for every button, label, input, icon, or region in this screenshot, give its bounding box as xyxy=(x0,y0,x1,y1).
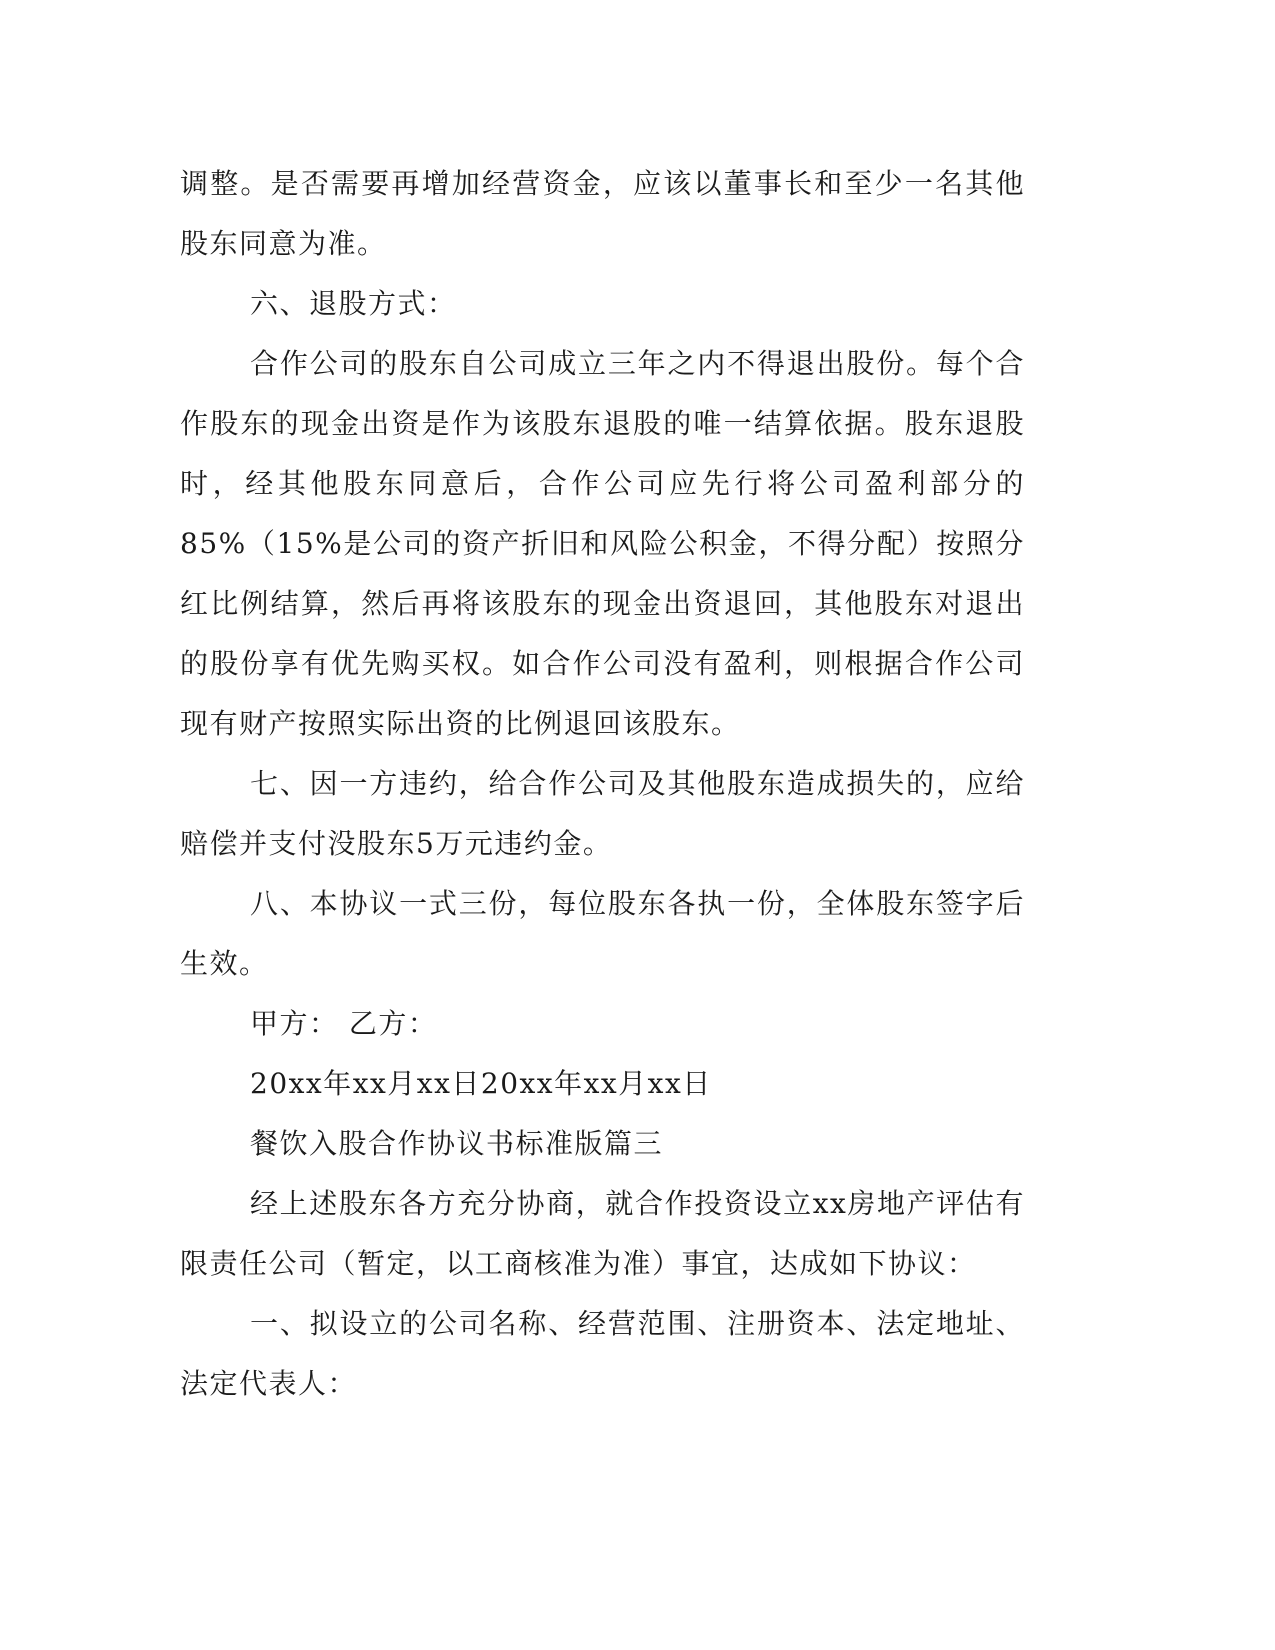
paragraph-withdrawal-terms: 合作公司的股东自公司成立三年之内不得退出股份。每个合作股东的现金出资是作为该股东退股的唯一结算依据。股东退股时，经其他股东同意后，合作公司应先行将公司盈利部分的85%（15%是公司的资产折旧和风险公积金，不得分配）按照分红比例结算，然后再将该股东的现金出资退回，其他股东对退出的股份享有优先购买权。如合作公司没有盈利，则根据合作公司现有财产按照实际出资的比例退回该股东。 xyxy=(180,347,1025,740)
section-heading-withdrawal: 六、退股方式： xyxy=(250,287,457,320)
signature-parties: 甲方： 乙方： xyxy=(250,1007,438,1040)
paragraph-agreement-intro: 经上述股东各方充分协商，就合作投资设立xx房地产评估有限责任公司（暂定，以工商核准为准）事宜，达成如下协议： xyxy=(180,1187,1025,1280)
paragraph-breach-clause: 七、因一方违约，给合作公司及其他股东造成损失的，应给赔偿并支付没股东5万元违约金。 xyxy=(180,767,1025,860)
paragraph-copies-clause: 八、本协议一式三份，每位股东各执一份，全体股东签字后生效。 xyxy=(180,887,1025,980)
document-body xyxy=(180,154,1025,1414)
paragraph-company-details: 一、拟设立的公司名称、经营范围、注册资本、法定地址、法定代表人： xyxy=(180,1307,1025,1400)
signature-dates: 20xx年xx月xx日20xx年xx月xx日 xyxy=(250,1067,712,1100)
paragraph-continuation: 调整。是否需要再增加经营资金，应该以董事长和至少一名其他股东同意为准。 xyxy=(180,167,1025,260)
section-title-part-three: 餐饮入股合作协议书标准版篇三 xyxy=(250,1127,664,1160)
